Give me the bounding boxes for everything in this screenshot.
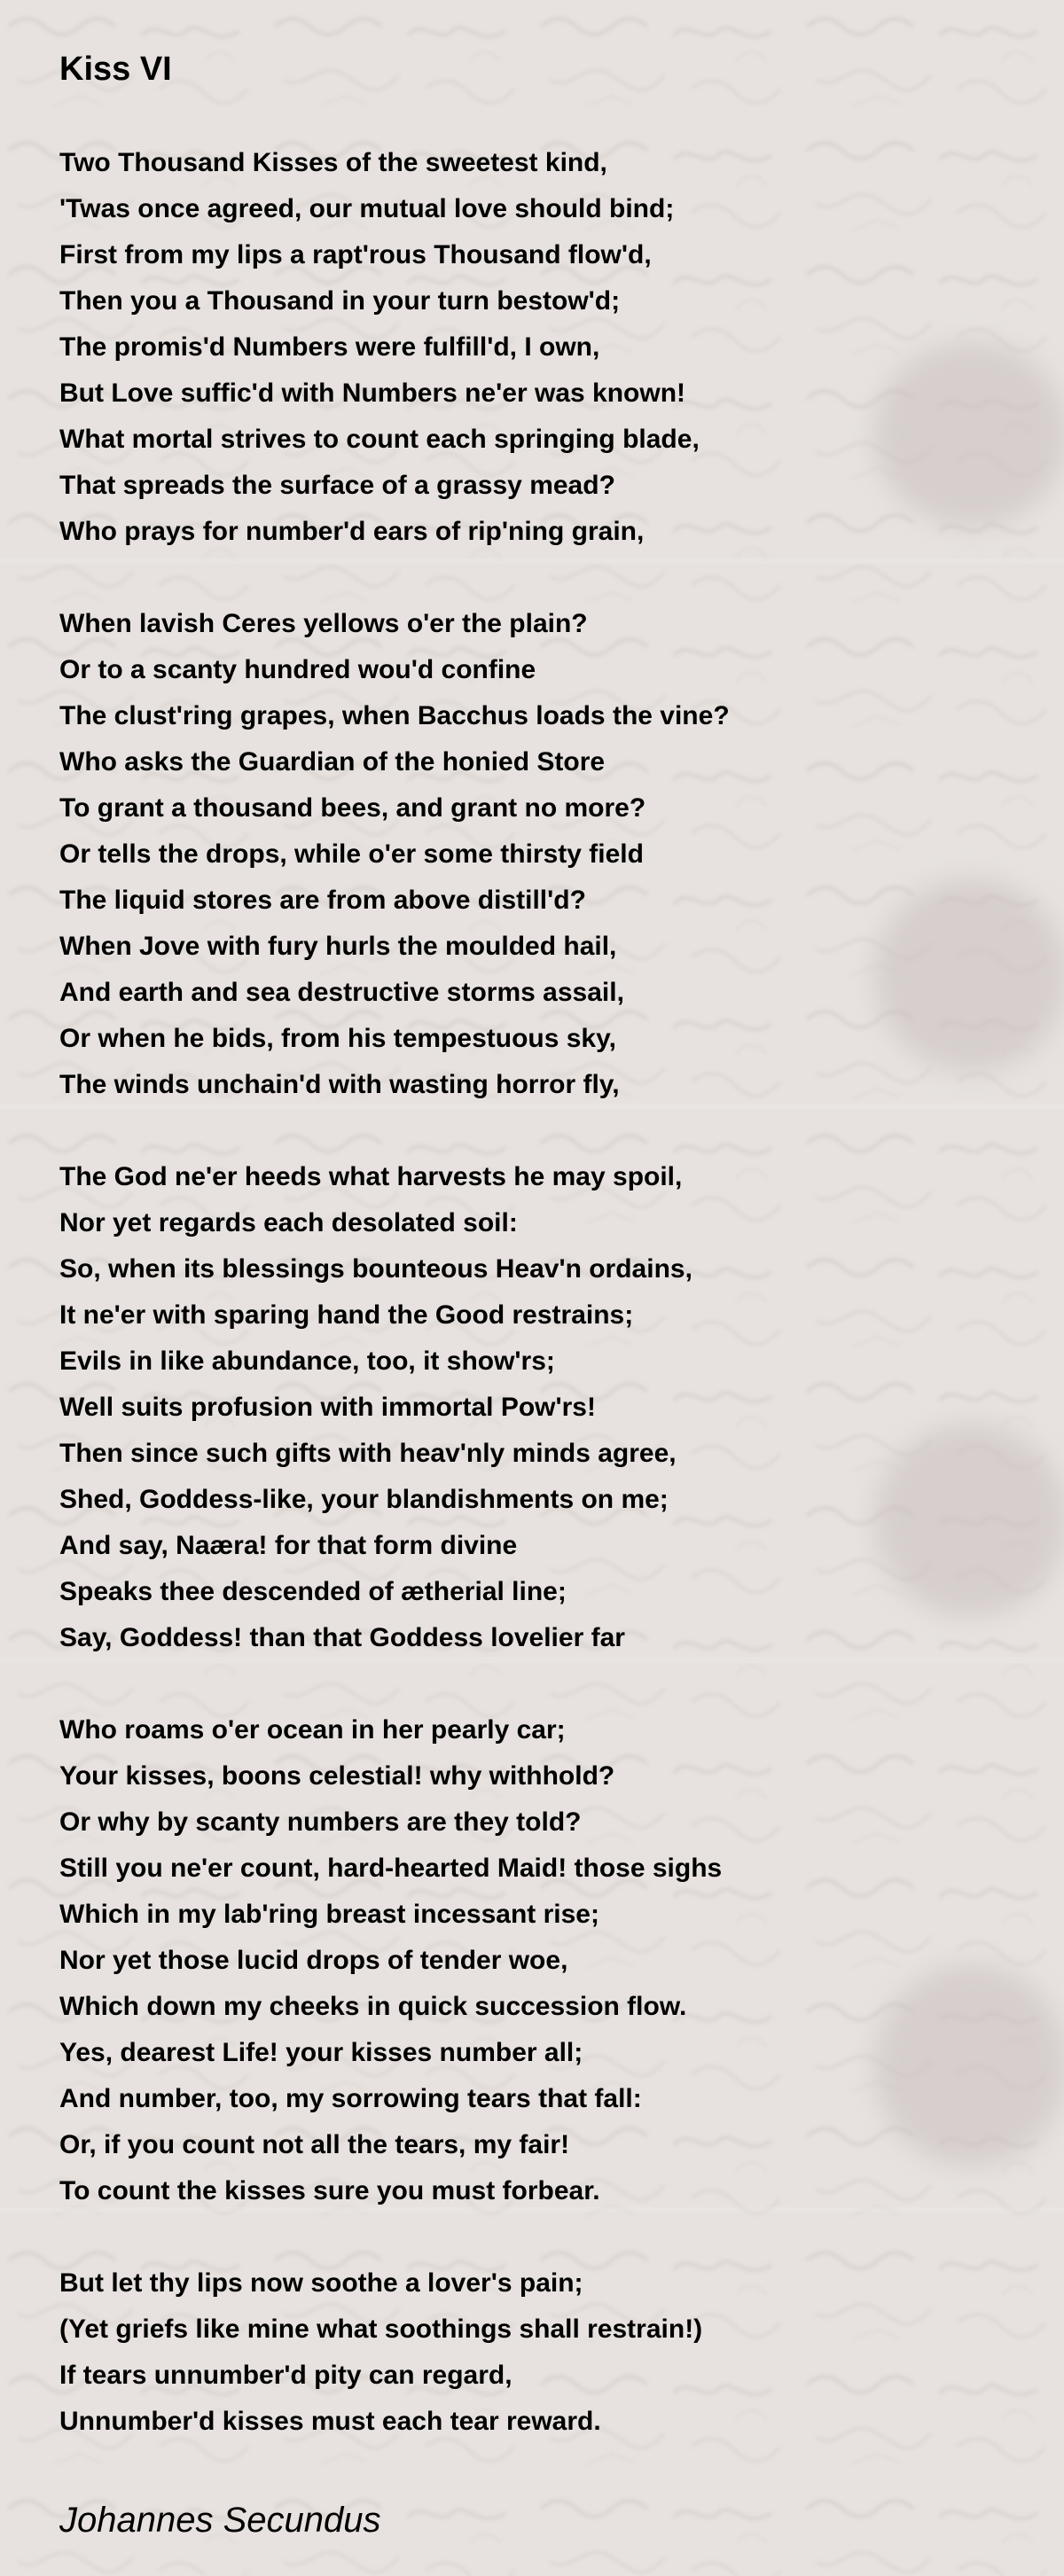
poem-line: Speaks thee descended of ætherial line;: [59, 1577, 567, 1606]
poem-line: That spreads the surface of a grassy mead?: [59, 471, 615, 500]
poem-line: The clust'ring grapes, when Bacchus loads the vine?: [59, 701, 730, 730]
poem-line: So, when its blessings bounteous Heav'n ordains,: [59, 1254, 692, 1284]
poem-line: Which down my cheeks in quick succession flow.: [59, 1992, 687, 2021]
poem-stanza: [59, 1707, 1017, 2214]
poem-line: But Love suffic'd with Numbers ne'er was known!: [59, 379, 686, 408]
poem-line: Who roams o'er ocean in her pearly car;: [59, 1715, 566, 1745]
poem-line: Your kisses, boons celestial! why withhold?: [59, 1761, 615, 1791]
poem-line: Or, if you count not all the tears, my fair!: [59, 2130, 570, 2159]
poem-line: 'Twas once agreed, our mutual love should bind;: [59, 194, 675, 223]
poem-line: Then you a Thousand in your turn bestow'd;: [59, 286, 621, 316]
poem-line: Nor yet regards each desolated soil:: [59, 1208, 518, 1237]
poem-line: Well suits profusion with immortal Pow'rs!: [59, 1393, 596, 1422]
poem-line: Nor yet those lucid drops of tender woe,: [59, 1946, 568, 1975]
poem-stanza: [59, 1154, 1017, 1661]
poem-line: Still you ne'er count, hard-hearted Maid! those sighs: [59, 1854, 723, 1883]
poem-line: And number, too, my sorrowing tears that fall:: [59, 2084, 642, 2113]
poem-line: To count the kisses sure you must forbear.: [59, 2176, 600, 2205]
poem-line: And say, Naæra! for that form divine: [59, 1531, 518, 1560]
poem-line: And earth and sea destructive storms assail,: [59, 978, 624, 1007]
poem-line: Or why by scanty numbers are they told?: [59, 1807, 582, 1837]
poem-line: The liquid stores are from above distill'd?: [59, 886, 586, 915]
poem-line: The promis'd Numbers were fulfill'd, I own,: [59, 332, 600, 362]
poem-stanza: [59, 2260, 1017, 2445]
poem-line: Unnumber'd kisses must each tear reward.: [59, 2407, 601, 2436]
poem-line: Two Thousand Kisses of the sweetest kind,: [59, 148, 607, 177]
poem-line: But let thy lips now soothe a lover's pain;: [59, 2268, 583, 2298]
poem-line: Which in my lab'ring breast incessant rise;: [59, 1900, 599, 1929]
poem-line: Or to a scanty hundred wou'd confine: [59, 655, 536, 684]
poem-line: Evils in like abundance, too, it show'rs;: [59, 1347, 555, 1376]
poem-line: When lavish Ceres yellows o'er the plain?: [59, 609, 588, 638]
poem-line: Who prays for number'd ears of rip'ning grain,: [59, 517, 645, 546]
poem-stanza: [59, 601, 1017, 1108]
poem-line: (Yet griefs like mine what soothings shall restrain!): [59, 2314, 703, 2344]
poem-line: The God ne'er heeds what harvests he may spoil,: [59, 1162, 683, 1191]
poem-line: If tears unnumber'd pity can regard,: [59, 2361, 512, 2390]
poem-line: The winds unchain'd with wasting horror fly,: [59, 1070, 620, 1099]
poem-line: Then since such gifts with heav'nly minds agree,: [59, 1439, 677, 1468]
poem-line: What mortal strives to count each springing blade,: [59, 425, 700, 454]
poem-body: [59, 140, 1017, 2445]
poem-line: Or tells the drops, while o'er some thirsty field: [59, 839, 644, 869]
poem-line: Who asks the Guardian of the honied Store: [59, 747, 606, 777]
poem-author: Johannes Secundus: [59, 2501, 381, 2540]
poem-line: Shed, Goddess-like, your blandishments on me;: [59, 1485, 669, 1514]
poem-line: When Jove with fury hurls the moulded hail,: [59, 932, 617, 961]
poem-line: Or when he bids, from his tempestuous sky,: [59, 1024, 616, 1053]
poem-line: To grant a thousand bees, and grant no more?: [59, 793, 646, 823]
poem-line: Say, Goddess! than that Goddess lovelier far: [59, 1623, 625, 1652]
poem-line: It ne'er with sparing hand the Good restrains;: [59, 1300, 634, 1330]
poem-title: Kiss VI: [59, 51, 172, 88]
poem-line: First from my lips a rapt'rous Thousand flow'd,: [59, 240, 652, 269]
poem-line: Yes, dearest Life! your kisses number all;: [59, 2038, 583, 2067]
poem-stanza: [59, 140, 1017, 555]
poem-page: [59, 46, 1017, 2544]
